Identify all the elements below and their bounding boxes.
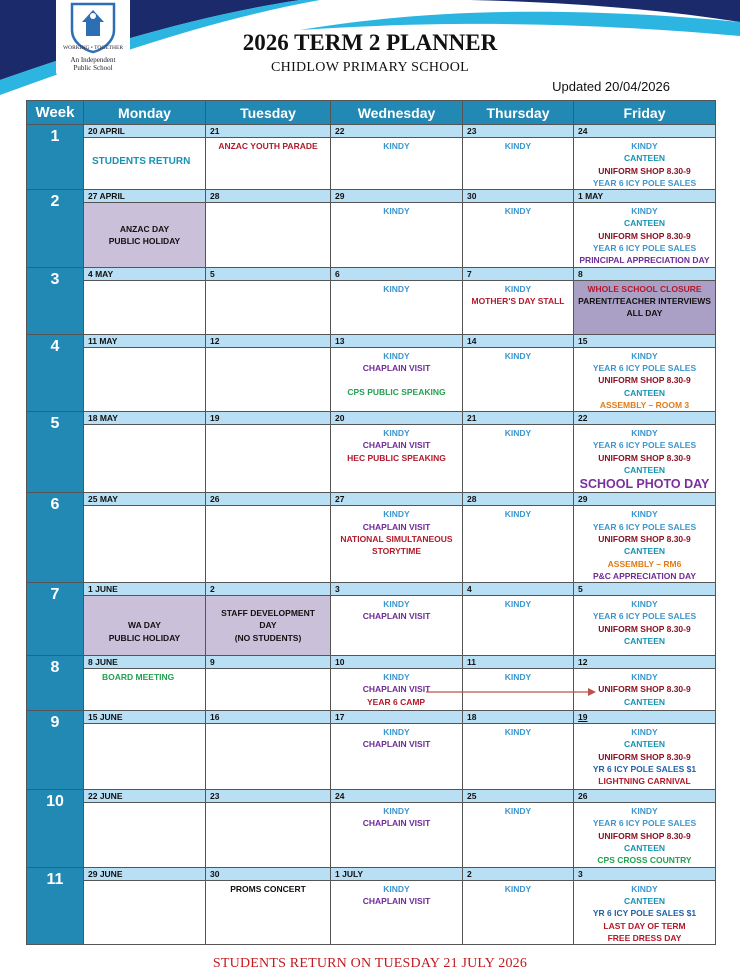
date-cell: 23 <box>206 790 331 803</box>
event-text: KINDY <box>631 428 658 439</box>
event-cell <box>574 203 716 267</box>
event-text: YEAR 6 ICY POLE SALES <box>592 243 697 254</box>
event-text: KINDY <box>383 727 410 738</box>
event-cell <box>574 138 716 190</box>
date-cell: 18 MAY <box>84 412 206 425</box>
logo-line-1: An Independent <box>70 56 116 64</box>
event-cell <box>206 203 331 267</box>
event-cell <box>331 138 463 190</box>
date-cell: 18 <box>463 711 574 724</box>
event-text: STORYTIME <box>371 546 422 557</box>
event-text: ASSEMBLY – ROOM 3 <box>599 399 690 410</box>
event-text: PARENT/TEACHER INTERVIEWS <box>578 295 711 306</box>
event-cell <box>574 347 716 411</box>
event-text: KINDY <box>504 806 532 817</box>
event-text: CANTEEN <box>623 636 666 647</box>
week-number: 3 <box>27 267 84 334</box>
week-number: 4 <box>27 334 84 411</box>
event-row <box>27 724 716 790</box>
col-header-monday: Monday <box>84 101 206 125</box>
date-cell: 24 <box>331 790 463 803</box>
event-text: YEAR 6 ICY POLE SALES <box>592 521 697 532</box>
event-text: UNIFORM SHOP 8.30-9 <box>598 751 691 762</box>
event-cell <box>574 724 716 790</box>
event-text: YEAR 6 ICY POLE SALES <box>592 440 697 451</box>
event-cell <box>206 669 331 711</box>
event-cell <box>331 280 463 334</box>
footer-notice: STUDENTS RETURN ON TUESDAY 21 JULY 2026 <box>212 956 528 971</box>
event-text: CHAPLAIN VISIT <box>362 818 431 829</box>
school-name: CHIDLOW PRIMARY SCHOOL <box>271 60 469 75</box>
event-text: CHAPLAIN VISIT <box>362 362 431 373</box>
event-text: KINDY <box>504 672 532 683</box>
event-text: KINDY <box>504 206 532 217</box>
col-header-friday: Friday <box>574 101 716 125</box>
event-cell <box>206 724 331 790</box>
event-cell <box>84 880 206 944</box>
date-cell: 28 <box>206 190 331 203</box>
date-cell: 19 <box>574 711 716 724</box>
date-cell: 10 <box>331 656 463 669</box>
date-row <box>27 493 716 506</box>
date-cell: 1 MAY <box>574 190 716 203</box>
date-cell: 4 MAY <box>84 267 206 280</box>
date-cell: 21 <box>206 125 331 138</box>
event-cell <box>574 803 716 867</box>
event-text: CPS PUBLIC SPEAKING <box>347 387 446 398</box>
date-row <box>27 334 716 347</box>
date-row <box>27 267 716 280</box>
date-cell: 15 <box>574 334 716 347</box>
event-text: CHAPLAIN VISIT <box>362 895 431 906</box>
event-text: CANTEEN <box>623 387 666 398</box>
date-cell: 14 <box>463 334 574 347</box>
event-cell <box>84 347 206 411</box>
event-text: ANZAC DAY <box>119 223 170 234</box>
col-header-wednesday: Wednesday <box>331 101 463 125</box>
event-text: YR 6 ICY POLE SALES $1 <box>592 764 697 775</box>
date-cell: 22 <box>574 412 716 425</box>
event-cell <box>463 880 574 944</box>
event-cell <box>574 425 716 493</box>
logo-line-2: Public School <box>73 64 113 72</box>
event-cell <box>574 506 716 583</box>
event-row <box>27 669 716 711</box>
event-cell <box>463 138 574 190</box>
date-cell: 20 APRIL <box>84 125 206 138</box>
date-cell: 26 <box>206 493 331 506</box>
date-row <box>27 711 716 724</box>
date-cell: 2 <box>206 583 331 596</box>
event-text: KINDY <box>631 883 658 894</box>
event-text: KINDY <box>504 727 532 738</box>
date-cell: 11 MAY <box>84 334 206 347</box>
event-text: UNIFORM SHOP 8.30-9 <box>598 165 691 176</box>
week-number: 10 <box>27 790 84 867</box>
event-photo-day: SCHOOL PHOTO DAY <box>579 477 710 492</box>
date-cell: 2 <box>463 867 574 880</box>
event-text: CHAPLAIN VISIT <box>362 440 431 451</box>
date-cell: 12 <box>574 656 716 669</box>
event-text: KINDY <box>631 141 658 151</box>
week-number: 8 <box>27 656 84 711</box>
event-cell <box>331 880 463 944</box>
event-text: MOTHER'S DAY STALL <box>471 295 565 306</box>
logo-motto: WORKING • TOGETHER <box>62 45 124 51</box>
updated-date: Updated 20/04/2026 <box>552 79 670 94</box>
event-cell <box>84 724 206 790</box>
event-text: KINDY <box>504 509 532 520</box>
event-cell <box>463 596 574 656</box>
event-cell <box>206 347 331 411</box>
event-cell <box>84 669 206 711</box>
week-number: 5 <box>27 412 84 493</box>
event-text: WHOLE SCHOOL CLOSURE <box>587 283 702 294</box>
event-text: ANZAC YOUTH PARADE <box>218 141 318 151</box>
event-text: CANTEEN <box>623 739 666 750</box>
date-cell: 6 <box>331 267 463 280</box>
date-cell: 17 <box>331 711 463 724</box>
event-text: KINDY <box>631 672 658 683</box>
event-text: BOARD MEETING <box>102 672 175 683</box>
staff-development-cell <box>206 596 331 656</box>
event-cell <box>463 425 574 493</box>
event-cell <box>463 724 574 790</box>
event-text: KINDY <box>631 509 658 520</box>
event-text: UNIFORM SHOP 8.30-9 <box>598 230 691 241</box>
event-cell <box>84 138 206 190</box>
date-row <box>27 867 716 880</box>
week-number: 7 <box>27 583 84 656</box>
event-cell <box>331 596 463 656</box>
event-row <box>27 280 716 334</box>
event-row <box>27 596 716 656</box>
col-header-week: Week <box>27 101 84 125</box>
event-cell <box>463 347 574 411</box>
date-cell: 8 <box>574 267 716 280</box>
event-text: HEC PUBLIC SPEAKING <box>347 452 446 463</box>
date-row <box>27 656 716 669</box>
event-row <box>27 138 716 190</box>
event-cell <box>84 280 206 334</box>
date-cell: 20 <box>331 412 463 425</box>
event-text: CPS CROSS COUNTRY <box>597 855 692 866</box>
col-header-thursday: Thursday <box>463 101 574 125</box>
event-text: YEAR 6 ICY POLE SALES <box>592 177 697 188</box>
event-cell <box>574 596 716 656</box>
event-text: ALL DAY <box>626 308 663 319</box>
event-cell <box>206 138 331 190</box>
holiday-cell <box>84 596 206 656</box>
date-cell: 8 JUNE <box>84 656 206 669</box>
header-row <box>27 101 716 125</box>
event-cell <box>206 280 331 334</box>
event-cell <box>463 803 574 867</box>
event-text: UNIFORM SHOP 8.30-9 <box>598 830 691 841</box>
date-cell: 5 <box>574 583 716 596</box>
event-text: P&C APPRECIATION DAY <box>592 570 697 581</box>
date-cell: 26 <box>574 790 716 803</box>
date-cell: 29 JUNE <box>84 867 206 880</box>
event-text: DAY <box>259 620 277 631</box>
event-row <box>27 506 716 583</box>
event-text: KINDY <box>383 883 410 894</box>
date-cell: 21 <box>463 412 574 425</box>
event-text: KINDY <box>504 428 532 439</box>
event-text: WA DAY <box>128 620 161 631</box>
event-cell <box>331 425 463 493</box>
week-number: 1 <box>27 125 84 190</box>
event-text: KINDY <box>504 283 532 294</box>
event-text: CANTEEN <box>623 218 666 229</box>
event-cell <box>574 880 716 944</box>
event-text: PUBLIC HOLIDAY <box>108 235 181 246</box>
date-cell: 16 <box>206 711 331 724</box>
event-text: KINDY <box>504 599 532 610</box>
date-cell: 7 <box>463 267 574 280</box>
closure-cell <box>574 280 716 334</box>
event-cell <box>331 203 463 267</box>
event-text: KINDY <box>631 599 658 610</box>
date-cell: 4 <box>463 583 574 596</box>
date-cell: 19 <box>206 412 331 425</box>
event-text: CANTEEN <box>623 895 666 906</box>
event-text: CHAPLAIN VISIT <box>362 684 431 695</box>
event-text: KINDY <box>631 206 658 217</box>
event-text: KINDY <box>383 806 410 817</box>
event-text: KINDY <box>631 350 658 361</box>
date-cell: 25 <box>463 790 574 803</box>
event-text: CHAPLAIN VISIT <box>362 611 431 622</box>
event-row <box>27 803 716 867</box>
date-cell: 13 <box>331 334 463 347</box>
event-cell <box>331 506 463 583</box>
event-text: KINDY <box>631 727 658 738</box>
event-cell <box>463 506 574 583</box>
event-cell <box>206 880 331 944</box>
date-row <box>27 412 716 425</box>
date-cell: 30 <box>206 867 331 880</box>
event-text: YR 6 ICY POLE SALES $1 <box>592 908 697 919</box>
date-cell: 9 <box>206 656 331 669</box>
event-text: STAFF DEVELOPMENT <box>221 608 315 619</box>
holiday-cell <box>84 203 206 267</box>
date-cell: 27 <box>331 493 463 506</box>
date-cell: 22 <box>331 125 463 138</box>
event-text: PRINCIPAL APPRECIATION DAY <box>579 255 710 266</box>
event-text: UNIFORM SHOP 8.30-9 <box>598 684 691 695</box>
event-text: CANTEEN <box>623 843 666 854</box>
event-text: KINDY <box>383 350 410 361</box>
date-cell: 3 <box>331 583 463 596</box>
event-cell <box>206 803 331 867</box>
week-number: 6 <box>27 493 84 583</box>
event-text: PROMS CONCERT <box>230 883 306 894</box>
event-cell <box>331 803 463 867</box>
date-cell: 25 MAY <box>84 493 206 506</box>
event-text: KINDY <box>383 672 410 683</box>
date-cell: 22 JUNE <box>84 790 206 803</box>
camp-arrow-icon <box>426 687 596 697</box>
event-cell <box>463 203 574 267</box>
event-text: KINDY <box>383 206 410 217</box>
date-cell: 27 APRIL <box>84 190 206 203</box>
date-cell: 12 <box>206 334 331 347</box>
event-text: KINDY <box>383 283 410 294</box>
event-cell <box>84 803 206 867</box>
date-row <box>27 790 716 803</box>
date-cell: 23 <box>463 125 574 138</box>
date-row <box>27 190 716 203</box>
event-row <box>27 347 716 411</box>
date-cell: 3 <box>574 867 716 880</box>
event-text: PUBLIC HOLIDAY <box>108 632 181 643</box>
week-number: 2 <box>27 190 84 267</box>
event-cell <box>331 347 463 411</box>
event-text: KINDY <box>383 599 410 610</box>
event-text: CANTEEN <box>623 465 666 476</box>
event-cell <box>331 724 463 790</box>
event-text: CHAPLAIN VISIT <box>362 739 431 750</box>
event-text: FREE DRESS DAY <box>607 932 682 943</box>
event-text: CANTEEN <box>623 546 666 557</box>
date-cell: 1 JULY <box>331 867 463 880</box>
event-text: UNIFORM SHOP 8.30-9 <box>598 623 691 634</box>
event-text: NATIONAL SIMULTANEOUS <box>340 533 453 544</box>
event-text: KINDY <box>631 806 658 817</box>
event-text: YEAR 6 ICY POLE SALES <box>592 362 697 373</box>
col-header-tuesday: Tuesday <box>206 101 331 125</box>
event-text: UNIFORM SHOP 8.30-9 <box>598 533 691 544</box>
event-text: ASSEMBLY – RM6 <box>607 558 682 569</box>
event-cell <box>206 506 331 583</box>
date-cell: 24 <box>574 125 716 138</box>
event-text: CHAPLAIN VISIT <box>362 521 431 532</box>
date-cell: 15 JUNE <box>84 711 206 724</box>
event-row <box>27 203 716 267</box>
date-cell: 11 <box>463 656 574 669</box>
date-cell: 29 <box>331 190 463 203</box>
date-cell: 1 JUNE <box>84 583 206 596</box>
event-text: YEAR 6 CAMP <box>367 696 426 707</box>
event-cell <box>206 425 331 493</box>
event-text: LAST DAY OF TERM <box>603 920 686 931</box>
week-number: 11 <box>27 867 84 944</box>
event-text: YEAR 6 ICY POLE SALES <box>592 611 697 622</box>
event-text: KINDY <box>504 883 532 894</box>
event-cell <box>84 506 206 583</box>
term-planner-table <box>26 100 716 945</box>
event-text: UNIFORM SHOP 8.30-9 <box>598 375 691 386</box>
date-row <box>27 583 716 596</box>
event-text: UNIFORM SHOP 8.30-9 <box>598 452 691 463</box>
week-number: 9 <box>27 711 84 790</box>
event-text: KINDY <box>504 350 532 361</box>
date-cell: 29 <box>574 493 716 506</box>
event-text: KINDY <box>383 141 410 151</box>
event-cell <box>463 280 574 334</box>
event-row <box>27 425 716 493</box>
event-text: YEAR 6 ICY POLE SALES <box>592 818 697 829</box>
event-row <box>27 880 716 944</box>
event-text: (NO STUDENTS) <box>234 632 302 643</box>
event-students-return: STUDENTS RETURN <box>92 156 191 167</box>
date-cell: 5 <box>206 267 331 280</box>
event-cell <box>84 425 206 493</box>
event-text: CANTEEN <box>623 696 666 707</box>
date-cell: 28 <box>463 493 574 506</box>
event-text: KINDY <box>504 141 532 151</box>
event-text: KINDY <box>383 428 410 439</box>
event-text: CANTEEN <box>623 153 666 164</box>
event-text: LIGHTNING CARNIVAL <box>598 776 691 787</box>
date-row <box>27 125 716 138</box>
page-title: 2026 TERM 2 PLANNER <box>242 30 498 55</box>
date-cell: 30 <box>463 190 574 203</box>
event-text: KINDY <box>383 509 410 520</box>
